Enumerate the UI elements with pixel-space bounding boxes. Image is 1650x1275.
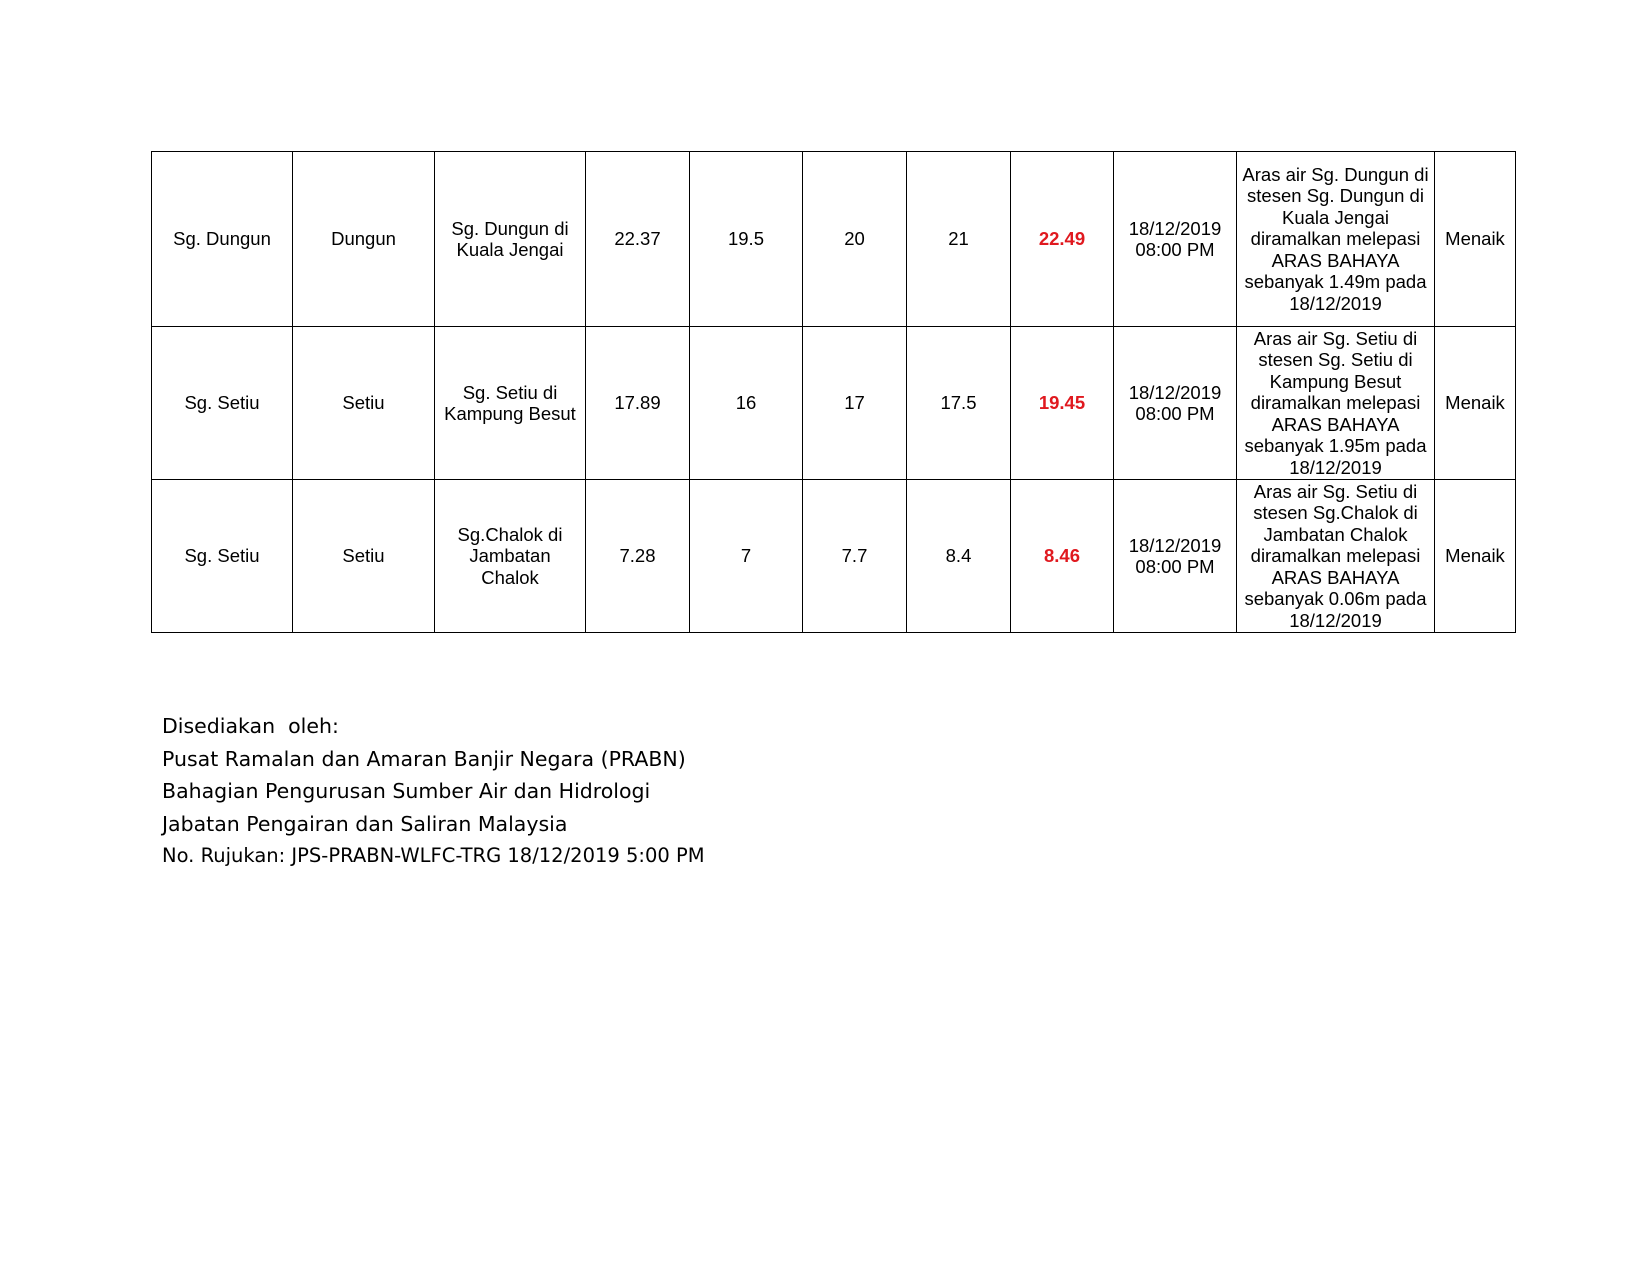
forecast-time: 08:00 PM: [1135, 556, 1215, 577]
prepared-by-block: [162, 710, 705, 873]
forecast-datetime-cell: [1114, 480, 1237, 633]
forecast-time: 08:00 PM: [1135, 239, 1215, 260]
remark-cell: Aras air Sg. Dungun di stesen Sg. Dungun di Kuala Jengai diramalkan melepasi ARAS BAHAYA sebanyak 1.49m pada 18/12/2019: [1237, 152, 1435, 327]
forecast-date: 18/12/2019: [1128, 534, 1222, 556]
flood-forecast-table: [151, 151, 1516, 633]
department-name: Jabatan Pengairan dan Saliran Malaysia: [162, 811, 568, 836]
station-cell: Sg. Dungun di Kuala Jengai: [435, 152, 586, 327]
district-cell: Setiu: [293, 480, 435, 633]
forecast-level-cell: 22.49: [1011, 152, 1114, 327]
district-cell: Dungun: [293, 152, 435, 327]
trend-cell: Menaik: [1435, 152, 1516, 327]
normal-level-cell: 7: [690, 480, 803, 633]
remark-cell: Aras air Sg. Setiu di stesen Sg. Setiu di Kampung Besut diramalkan melepasi ARAS BAHAYA sebanyak 1.95m pada 18/12/2019: [1237, 327, 1435, 480]
forecast-level-cell: 8.46: [1011, 480, 1114, 633]
warning-level-cell: 17.5: [907, 327, 1011, 480]
normal-level-cell: 19.5: [690, 152, 803, 327]
division-name: Bahagian Pengurusan Sumber Air dan Hidrologi: [162, 779, 651, 803]
forecast-date: 18/12/2019: [1128, 381, 1222, 403]
river-cell: Sg. Setiu: [152, 327, 293, 480]
organization-name: Pusat Ramalan dan Amaran Banjir Negara (PRABN): [162, 746, 686, 771]
table-row: [152, 480, 1516, 633]
warning-level-cell: 8.4: [907, 480, 1011, 633]
alert-level-cell: 7.7: [803, 480, 907, 633]
current-level-cell: 17.89: [586, 327, 690, 480]
trend-cell: Menaik: [1435, 480, 1516, 633]
forecast-datetime-cell: [1114, 152, 1237, 327]
forecast-level-cell: 19.45: [1011, 327, 1114, 480]
district-cell: Setiu: [293, 327, 435, 480]
alert-level-cell: 20: [803, 152, 907, 327]
forecast-date: 18/12/2019: [1128, 217, 1222, 239]
remark-cell: Aras air Sg. Setiu di stesen Sg.Chalok di Jambatan Chalok diramalkan melepasi ARAS BAHAYA sebanyak 0.06m pada 18/12/2019: [1237, 480, 1435, 633]
normal-level-cell: 16: [690, 327, 803, 480]
table-row: [152, 152, 1516, 327]
alert-level-cell: 17: [803, 327, 907, 480]
forecast-time: 08:00 PM: [1135, 403, 1215, 424]
trend-cell: Menaik: [1435, 327, 1516, 480]
current-level-cell: 7.28: [586, 480, 690, 633]
reference-number: No. Rujukan: JPS-PRABN-WLFC-TRG 18/12/2019 5:00 PM: [162, 844, 705, 867]
warning-level-cell: 21: [907, 152, 1011, 327]
prepared-by-label: Disediakan oleh:: [162, 714, 339, 738]
station-cell: Sg. Setiu di Kampung Besut: [435, 327, 586, 480]
table-row: [152, 327, 1516, 480]
forecast-datetime-cell: [1114, 327, 1237, 480]
river-cell: Sg. Setiu: [152, 480, 293, 633]
river-cell: Sg. Dungun: [152, 152, 293, 327]
station-cell: Sg.Chalok di Jambatan Chalok: [435, 480, 586, 633]
current-level-cell: 22.37: [586, 152, 690, 327]
